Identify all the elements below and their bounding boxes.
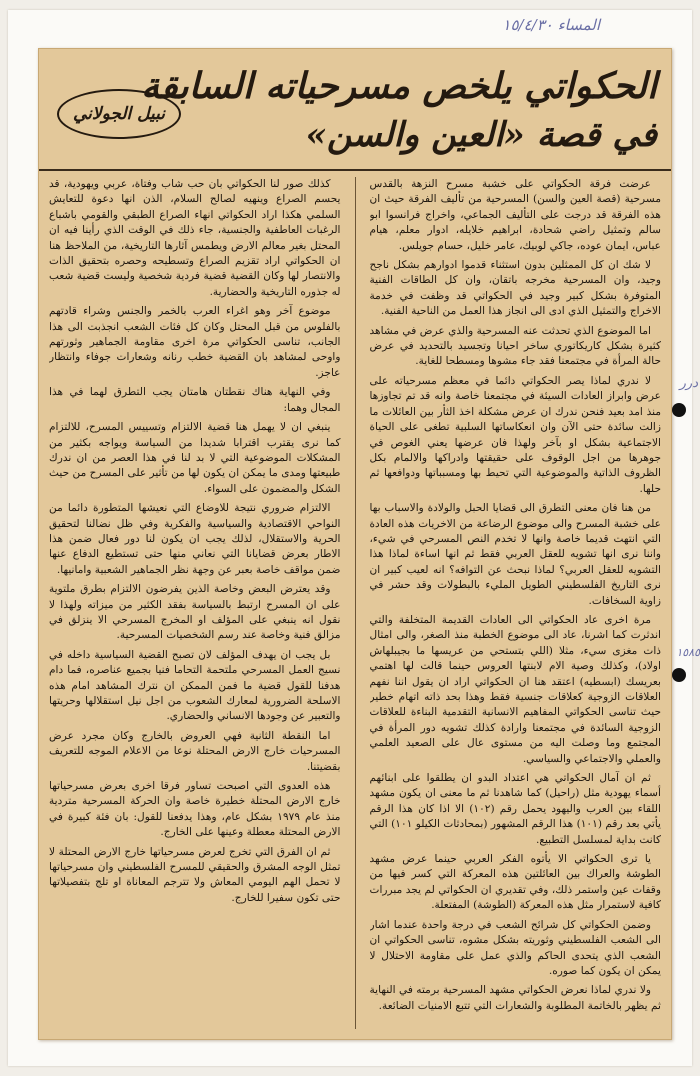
paragraph: وقد يعترض البعض وخاصة الذين يفرضون الالتزام بطرق ملتوية على ان المسرح ارتبط بالسياسة بفقد الكثير من ميزاته ولهذا لا نقول انه ينبغي على المؤلف او المخرج المسرحي الا ينزلق في مزالق فنية وخاصة عند رسم الشخصيات المسرحية.: [49, 583, 341, 642]
article-header: [39, 49, 671, 171]
paragraph: موضوع آخر وهو اغراء العرب بالخمر والجنس وشراء قادتهم بالفلوس من قبل المحتل وكان كل فئات الشعب انجذبت الى هذا الجانب، تناسى الحكواتي مرة اخرى مقاومة الجماهير وثورتهم واوحى لمشاهد بان القضية خطب رنانه وشعارات جوفاء وانتظار عاجز.: [49, 305, 341, 379]
paragraph: ينبغي ان لا يهمل هنا قضية الالتزام وتسييس المسرح، للالتزام كما نرى يقترب اقترابا شديدا من السياسة ويواجه بكثير من المشكلات الموضوعية التي لا بد لنا في هذا العصر من ان ندرك طبيعتها ومدى ما يمكن ان يكون لها من تأثير على المسرح من حيث الشكل والمضمون على السواء.: [49, 421, 341, 495]
headline-line2: في قصة «العين والسن»: [305, 115, 657, 155]
left-column: [49, 177, 341, 1029]
headline-line1: الحكواتي يلخص مسرحياته السابقة: [141, 65, 657, 107]
handwritten-margin-note: ١٥٨٥: [676, 646, 700, 659]
newspaper-clipping: [38, 48, 672, 1040]
paragraph: اما الموضوع الذي تحدثت عنه المسرحية والذي عرض في مشاهد كثيرة بشكل كاريكاتوري ساخر احيانا وتجسيد بالتحديد في عرض حالة المرأة في مجتمعنا فقد جاء مشوها ومسطحا للغاية.: [369, 324, 661, 368]
paragraph: وضمن الحكواتي كل شرائح الشعب في درجة واحدة عندما اشار الى الشعب الفلسطيني وثوريته بشكل مشوه، تناسى الحكواتي ان الشعب الذي يتحدى الحاكم والذي عمل على مقاومة الاحتلال لا يمكن ان يكون كما صوره.: [369, 918, 661, 977]
article-body: [49, 177, 661, 1029]
paragraph: الالتزام ضروري نتيجة للاوضاع التي نعيشها المتطورة دائما من النواحي الاقتصادية والسياسية والفكرية وفي ظل نضالنا لتحقيق الحرية والاستقلال، لذلك يجب ان يكون لنا دور فعال ضمن هذا الاطار بعرض قضايانا التي نعاني منها حتى تستطيع الدفاع عنها ضمن مواقف خاصة بعبر عن وجهة نظر الجماهير الشعبية وامانيها.: [49, 502, 341, 576]
paragraph: هذه العدوى التي اصبحت تساور فرقا اخرى بعرض مسرحياتها خارج الارض المحتلة خطيرة خاصة وان الحركة المسرحية متردية منذ عام ١٩٧٩ بشكل عام، وهذا يدفعنا للقول: بان فئة كبيرة في الارض المحتلة معطلة وعينها على الخارج.: [49, 780, 341, 839]
paragraph: ثم ان الفرق التي تخرج لعرض مسرحياتها خارج الارض المحتلة لا تمثل الوجه المشرق والحقيقي للمسرح الفلسطيني وان مسرحياتها لا تحمل الهم اليومي المعاش ولا تترجم المعاناة او تلج بتفصيلاتها حتى تكون سفيرا للخارج.: [49, 845, 341, 904]
right-column: [370, 177, 662, 1029]
paragraph: بل يجب ان يهدف المؤلف لان تصبح القضية السياسية داخله في نسيج العمل المسرحي ملتحمة التحاما فنيا بجميع عناصره، فما دام هدفنا للقول قضية ما فمن الممكن ان نترك المشاهد امام هذه الاسلحة الضرورية لمعارك الشعوب من اجل نيل استقلالها وحريتها والتعبير عن وجودها الانساني والحضاري.: [49, 648, 341, 723]
paragraph: وفي النهاية هناك نقطتان هامتان يجب التطرق لهما في هذا المجال وهما:: [49, 386, 341, 414]
paragraph: لا شك ان كل الممثلين بدون استثناء قدموا ادوارهم بشكل ناجح وجيد، وان المسرحية مخرجه باتقان، وان كل الطاقات الفنية المتوفرة بشكل كبير وجيد في الحكواتي قد وظفت في خدمة الاخراج والتمثيل الذي ادى الى انجاز هذا العمل من الناحية الفنية.: [369, 259, 661, 318]
handwritten-top-note: المساء ١٥/٤/٣٠: [502, 16, 600, 34]
paragraph: ثم ان آمال الحكواتي هي اعتداد البدو ان يطلقوا على ابنائهم أسماء يهودية مثل (راحيل) كما شاهدنا ثم ما معنى ان يكون مشهد اللقاء بين العرب واليهود يحمل رقم (١٠٢) الا اذا كان هذا الرقم يأتي بعد رقم (١٠١) هذا الرقم المشهور (بمحادثات الكيلو ١٠١) التي كانت بداية لمسلسل التطبيع.: [369, 772, 661, 846]
paragraph: عرضت فرقة الحكواتي على خشبة مسرح النزهة بالقدس مسرحية (قصة العين والسن) المسرحية من تأليف الفرقة حيث ان هذه الفرقة قد درجت على التأليف الجماعي، واخراج فرانسوا ابو سالم وتمثيل راضي شحادة، ابراهيم خلايله، ادوار معلم، هيام عباس، ايمان عوده، جاكي لوبيك، عامر خليل، حسام جويلس.: [369, 178, 661, 252]
paragraph: ولا ندري لماذا نعرض الحكواتي مشهد المسرحية برمته في النهاية ثم يظهر بالخاتمة المطلوبة والشعارات التي تتبع الامنيات الضائعة.: [369, 984, 661, 1012]
paragraph: لا ندري لماذا يصر الحكواتي دائما في معظم مسرحياته على عرض وابراز العادات السيئة في مجتمعنا خاصة وانه قد تم تجاوزها منذ امد بعيد فنحن ندرك ان عرض مشكلة اخذ الثأر بين العائلات ما زالت سائدة حتى الآن وان انعكاساتها السلبية تطغى على الحياة الاجتماعية بشكل او بآخر ولهذا فان عرضها يعني الغوص في جوهرها من اجل الوقوف على حقيقتها وادراكها والالمام بكل الظروف الذاتية والموضوعية التي تحيط بها ومسبباتها ودوافعها ثم حلها.: [369, 374, 661, 495]
handwritten-margin-note: درر: [679, 376, 698, 391]
punch-hole-dot: [672, 403, 686, 417]
byline-badge: نبيل الجولاني: [57, 89, 181, 139]
paragraph: اما النقطة الثانية فهي العروض بالخارج وكان مجرد عرض المسرحيات خارج الارض المحتلة نوعا من الاعلام الموجه للتعريف بقضيتنا.: [49, 729, 341, 773]
paragraph: من هنا فان معنى التطرق الى قضايا الحبل والولادة والاسباب بها على خشبة المسرح والى موضوع الرضاعة من الاخريات هذه العادة التي انتهت قديما خاصة وانها لا تخدم النص المسرحي في شيء، واننا نرى انها تشويه للعقل العربي فقط ثم انها اساءة لماذا هذا التشويه للعقل العربي؟ لماذا نبحث عن التوافه؟ انه لعيب كبير ان نرى التاريخ الفلسطيني الطويل المليء بالبطولات وقد حشر في زاوية السخافات.: [369, 502, 661, 607]
column-divider: [355, 177, 356, 1029]
paragraph: يا ترى الحكواتي الا يأتوه الفكر العربي حينما عرض مشهد الطوشة والعراك بين العائلتين هذه المعركة التي كسر فيها من وقفات عين واستمر ذلك، وفي تقديري ان الحكواتي لم يجد مبررات كافية لاستمرار مثل هذه المعركة (الطوشة) المفتعلة.: [369, 853, 661, 912]
paragraph: مرة اخرى عاد الحكواتي الى العادات القديمة المتخلفة والتي اندثرت كما اشرنا، عاد الى موضوع الخطبة منذ الصغر، والى امثال ذات مغزى سيء، مثلا (اللي بتستحي من عريسها ما بجيبلهاش اولاد)، وكذلك وصية الام لابنتها العروس حينما قالت لها اهتمي بعريسك (ابسطيه) اعتقد هنا ان الحكواتي اراد ان يقول اننا نفهم العلاقات الزوجية كعلاقات جنسية فقط وهذا بحد ذاته اتهام خطير حيث تناسى الحكواتي المفاهيم الانسانية التقدمية البناءة للعلاقات الزوجية السائدة في مجتمعنا وارادة كذلك تشويه دور المرأة في المجتمع وما وصلت اليه من مستوى عال على الصعيد العلمي والعملي والاجتماعي والسياسي.: [369, 613, 661, 765]
punch-hole-dot: [672, 668, 686, 682]
handwritten-date-note: [300, 16, 600, 44]
paragraph: كذلك صور لنا الحكواتي بان حب شاب وفتاة، عربي ويهودية، قد يحسم الصراع وينهيه لصالح السلام، الذن انها دعوة للتعايش السلمي هكذا اراد الحكواتي انهاء الصراع الطبقي والقومي باشباع الرغبات العاطفية والجنسية، جاء ذلك في الوقت الذي رأينا فيه ان المحتل بغير معالم الارض ويطمس آثارها التاريخية، من الملاحظ هنا ان الحكواتي اراد تقزيم الصراع وتسطيحه وحصره بتحقيق الذات والانتصار لها وكان القضية قضية فردية شخصية وليست قضية شعب له جذوره التاريخية والحضارية.: [49, 178, 341, 298]
